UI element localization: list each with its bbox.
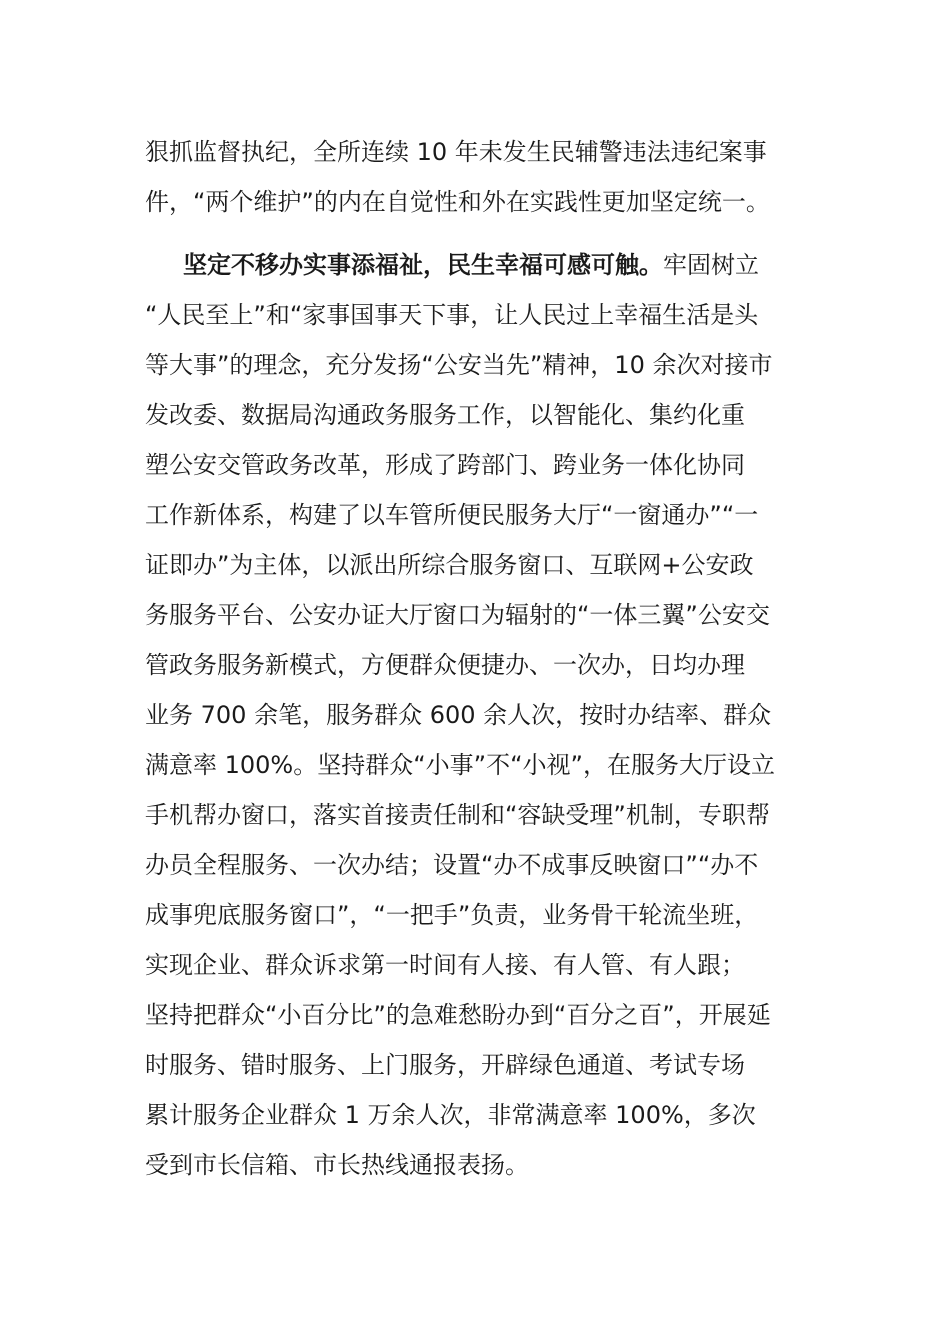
text-line: “人民至上”和“家事国事天下事，让人民过上幸福生活是头 bbox=[145, 301, 759, 329]
text-line: 等大事”的理念，充分发扬“公安当先”精神，10 余次对接市 bbox=[145, 351, 773, 379]
paragraph-heading: 坚定不移办实事添福祉，民生幸福可感可触。 bbox=[183, 251, 663, 279]
text-line: 证即办”为主体，以派出所综合服务窗口、互联网+公安政 bbox=[145, 551, 754, 579]
text-line: 累计服务企业群众 1 万余人次，非常满意率 100%，多次 bbox=[145, 1101, 756, 1129]
text-line: 管政务服务新模式，方便群众便捷办、一次办，日均办理 bbox=[145, 651, 745, 679]
document-page bbox=[145, 127, 807, 1190]
paragraph-continuation bbox=[145, 127, 807, 227]
text-line: 塑公安交管政务改革，形成了跨部门、跨业务一体化协同 bbox=[145, 451, 745, 479]
text-line: 坚持把群众“小百分比”的急难愁盼办到“百分之百”，开展延 bbox=[145, 1001, 771, 1029]
text-run: 牢固树立 bbox=[663, 251, 759, 279]
text-line: 办员全程服务、一次办结；设置“办不成事反映窗口”“办不 bbox=[145, 851, 759, 879]
text-line: 务服务平台、公安办证大厅窗口为辐射的“一体三翼”公安交 bbox=[145, 601, 770, 629]
text-line: 工作新体系，构建了以车管所便民服务大厅“一窗通办”“一 bbox=[145, 501, 759, 529]
paragraph-first-line bbox=[145, 240, 807, 290]
text-line: 狠抓监督执纪，全所连续 10 年未发生民辅警违法违纪案事 bbox=[145, 138, 767, 166]
text-line: 件，“两个维护”的内在自觉性和外在实践性更加坚定统一。 bbox=[145, 188, 770, 216]
text-line: 受到市长信箱、市长热线通报表扬。 bbox=[145, 1151, 529, 1179]
text-line: 成事兜底服务窗口”，“一把手”负责，业务骨干轮流坐班， bbox=[145, 901, 759, 929]
text-line: 发改委、数据局沟通政务服务工作，以智能化、集约化重 bbox=[145, 401, 745, 429]
text-line: 业务 700 余笔，服务群众 600 余人次，按时办结率、群众 bbox=[145, 701, 772, 729]
text-line: 满意率 100%。坚持群众“小事”不“小视”，在服务大厅设立 bbox=[145, 751, 775, 779]
paragraph-livelihood bbox=[145, 240, 807, 1190]
text-line: 时服务、错时服务、上门服务，开辟绿色通道、考试专场 bbox=[145, 1051, 745, 1079]
text-line: 手机帮办窗口，落实首接责任制和“容缺受理”机制，专职帮 bbox=[145, 801, 770, 829]
text-line: 实现企业、群众诉求第一时间有人接、有人管、有人跟； bbox=[145, 951, 745, 979]
